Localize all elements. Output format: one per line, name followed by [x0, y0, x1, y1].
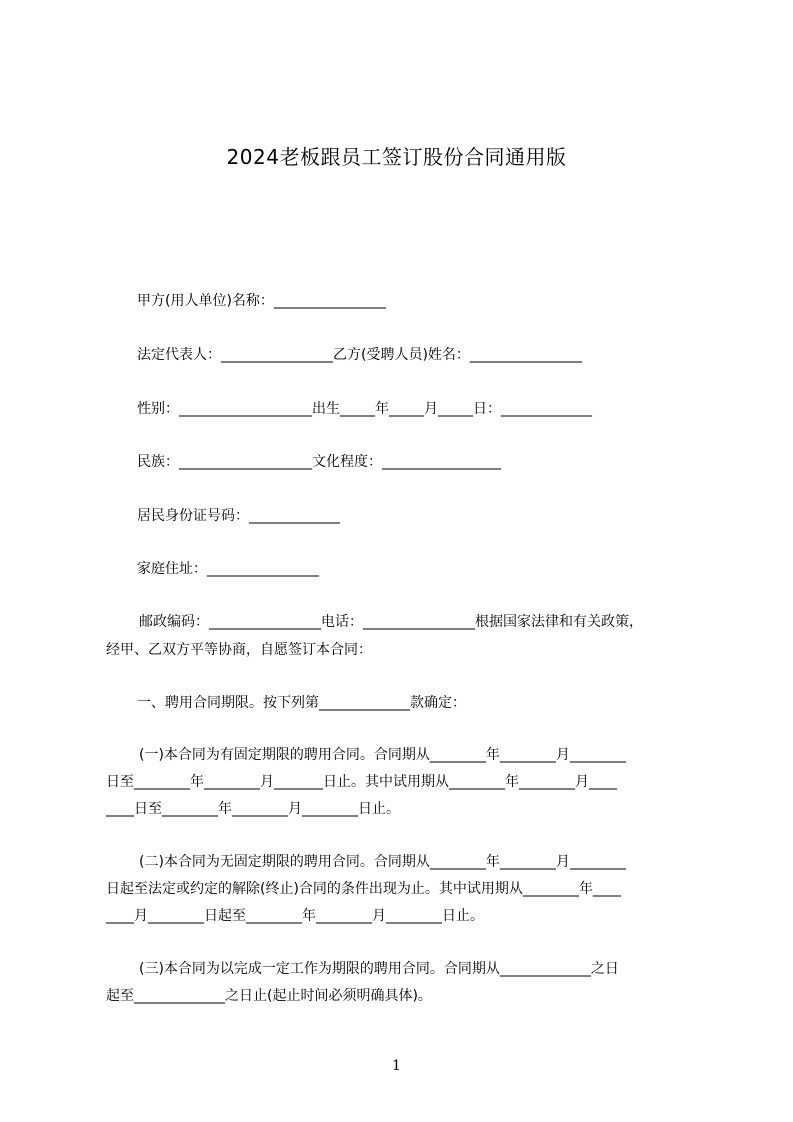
intro-line-2: 经甲、乙双方平等协商，自愿签订本合同： [106, 642, 372, 658]
gender-birth-field: 性别：___________________出生_____年_____月_____日：_____________ [137, 401, 592, 417]
legal-rep-party-b-field: 法定代表人：________________乙方(受聘人员)姓名：________________ [137, 347, 582, 363]
id-number-field: 居民身份证号码：_____________ [137, 508, 340, 524]
item-2-line-2: 日起至法定或约定的解除(终止)合同的条件出现为止。其中试用期从________年____ [106, 881, 621, 897]
item-1-line-2: 日至________年________月_______日止。其中试用期从________年________月____ [106, 774, 617, 790]
home-address-field: 家庭住址：________________ [137, 561, 319, 577]
item-2-line-3: ____月________日起至________年________月________日止。 [106, 908, 484, 924]
item-2-line-1: (二)本合同为无固定期限的聘用合同。合同期从________年________月________ [139, 854, 626, 870]
item-3-line-1: (三)本合同为以完成一定工作为期限的聘用合同。合同期从_____________之日 [139, 961, 619, 977]
party-a-name-field: 甲方(用人单位)名称：________________ [137, 293, 386, 309]
item-1-line-3: ____日至________年________月________日止。 [106, 801, 400, 817]
item-1-line-1: (一)本合同为有固定期限的聘用合同。合同期从________年________月________ [139, 747, 626, 763]
item-3-line-2: 起至_____________之日止(起止时间必须明确具体)。 [106, 988, 432, 1004]
document-title: 2024老板跟员工签订股份合同通用版 [226, 145, 567, 169]
section-1-heading: 一、聘用合同期限。按下列第_____________款确定： [137, 695, 466, 711]
ethnicity-education-field: 民族：___________________文化程度：_________________ [137, 454, 501, 470]
page-number: 1 [392, 1058, 401, 1074]
intro-line-1: 邮政编码：________________电话：________________根据国家法律和有关政策， [139, 614, 643, 630]
